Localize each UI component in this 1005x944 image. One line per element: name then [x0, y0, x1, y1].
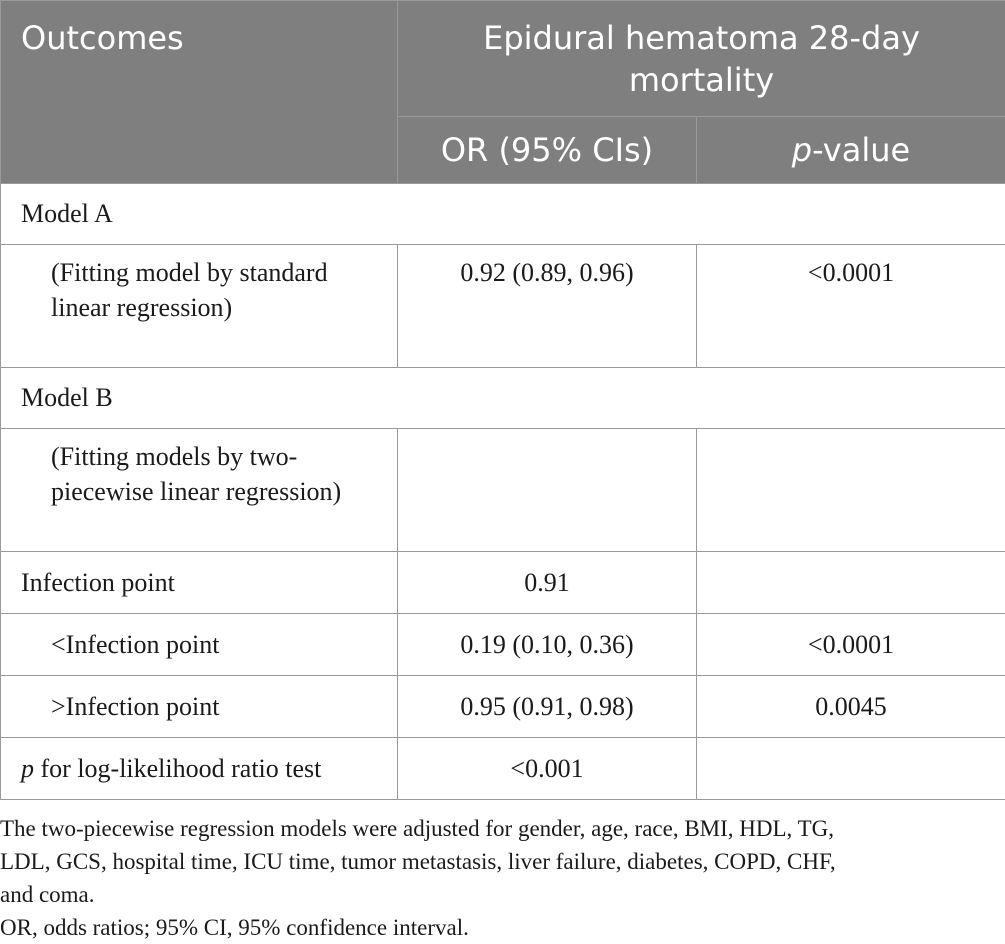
fit-a-p: <0.0001	[697, 245, 1005, 368]
outcomes-header: Outcomes	[1, 1, 398, 184]
below-p: <0.0001	[697, 614, 1005, 676]
above-label: >Infection point	[1, 676, 398, 738]
table-row	[1, 552, 1005, 614]
table-row	[1, 676, 1005, 738]
model-b-label: Model B	[1, 368, 1005, 429]
model-a-label: Model A	[1, 184, 1005, 245]
table-row	[1, 614, 1005, 676]
table-row	[1, 184, 1005, 245]
fit-a-label: (Fitting model by standard linear regression)	[1, 245, 398, 368]
table-row	[1, 368, 1005, 429]
llr-or: <0.001	[398, 738, 697, 800]
below-label: <Infection point	[1, 614, 398, 676]
below-or: 0.19 (0.10, 0.36)	[398, 614, 697, 676]
fit-b-p	[697, 429, 1005, 552]
above-p: 0.0045	[697, 676, 1005, 738]
header-row	[1, 1, 1005, 117]
or-header: OR (95% CIs)	[398, 117, 697, 184]
table-row	[1, 245, 1005, 368]
fit-a-or: 0.92 (0.89, 0.96)	[398, 245, 697, 368]
table-row	[1, 429, 1005, 552]
llr-label: p for log-likelihood ratio test	[1, 738, 398, 800]
table-row	[1, 738, 1005, 800]
mortality-header: Epidural hematoma 28-day mortality	[398, 1, 1005, 117]
above-or: 0.95 (0.91, 0.98)	[398, 676, 697, 738]
footnote-adjustment: The two-piecewise regression models were adjusted for gender, age, race, BMI, HDL, TG, LDL, GCS, hospital time, ICU time, tumor metastasis, liver failure, diabetes, COPD, CHF, and coma.	[0, 812, 1005, 911]
fit-b-label: (Fitting models by two- piecewise linear regression)	[1, 429, 398, 552]
inflection-or: 0.91	[398, 552, 697, 614]
footnote-abbreviations: OR, odds ratios; 95% CI, 95% confidence interval.	[0, 911, 1005, 944]
table-footnotes	[0, 800, 1005, 944]
inflection-p	[697, 552, 1005, 614]
inflection-label: Infection point	[1, 552, 398, 614]
fit-b-or	[398, 429, 697, 552]
llr-p	[697, 738, 1005, 800]
pvalue-header: p-value	[697, 117, 1005, 184]
